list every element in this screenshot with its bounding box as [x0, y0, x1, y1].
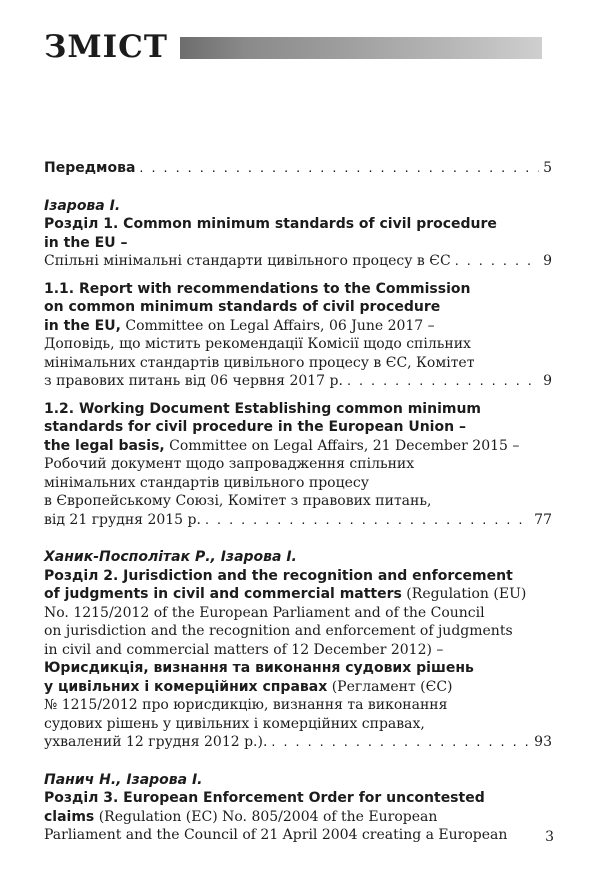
page-number: 3	[545, 829, 554, 845]
spacer	[44, 178, 552, 197]
toc-entry-title[interactable]	[44, 437, 552, 456]
toc-entry-subtitle-part: (Regulation (EU)	[401, 586, 527, 602]
toc-entry-subtitle: від 21 грудня 2015 р.	[44, 511, 201, 528]
toc-entry-foreword[interactable]	[44, 159, 552, 178]
toc-entry-subtitle: Parliament and the Council of 21 April 2004 creating a European	[44, 827, 508, 843]
toc-author: Панич Н., Ізарова І.	[44, 771, 203, 788]
toc-entry-subtitle: мінімальних стандартів цивільного процесу	[44, 474, 369, 491]
toc-entry-title[interactable]	[44, 808, 552, 827]
toc-entry-subtitle-part: (Регламент (ЄС)	[327, 678, 453, 695]
toc-entry-subtitle: Спільні мінімальні стандарти цивільного процесу в ЄС	[44, 253, 451, 269]
toc-entry-subtitle: з правових питань від 06 червня 2017 р.	[44, 373, 343, 389]
toc-entry-title[interactable]: 1.1. Report with recommendations to the Commission	[44, 280, 471, 297]
spacer	[44, 752, 552, 771]
toc-entry-title[interactable]: on common minimum standards of civil procedure	[44, 299, 441, 315]
toc-entry-subtitle: Робочий документ щодо запровадження спільних	[44, 456, 415, 472]
toc-page-number: 9	[543, 253, 552, 269]
toc-entry-subtitle: в Європейському Союзі, Комітет з правових питань,	[44, 493, 432, 509]
toc-entry-subtitle: ухвалений 12 грудня 2012 р.).	[44, 734, 268, 750]
toc-entry-subtitle: No. 1215/2012 of the European Parliament and of the Council	[44, 604, 485, 621]
dot-leader	[455, 252, 539, 271]
spacer	[44, 271, 552, 280]
toc-entry-title[interactable]: standards for civil procedure in the European Union –	[44, 419, 466, 435]
toc-entry-title[interactable]	[44, 678, 552, 697]
dot-leader	[139, 159, 539, 178]
toc-entry-title-part: in the EU,	[44, 317, 121, 334]
toc-page-number: 93	[534, 734, 552, 750]
dot-leader	[205, 511, 530, 530]
toc-page-number: 5	[543, 160, 552, 176]
toc-entry-subtitle-part: (Regulation (EC) No. 805/2004 of the European	[94, 808, 438, 825]
dot-leader	[271, 733, 530, 752]
toc-author: Ханик-Посполітак Р., Ізарова І.	[44, 549, 297, 565]
spacer	[44, 391, 552, 400]
toc-entry-title-part: of judgments in civil and commercial matters	[44, 586, 402, 602]
toc-author: Ізарова І.	[44, 197, 121, 214]
title-decorative-bar	[180, 37, 542, 59]
toc-entry-subtitle-part: Committee on Legal Affairs, 06 June 2017 –	[120, 317, 435, 334]
toc-entry-title[interactable]: Розділ 1. Common minimum standards of civil procedure	[44, 216, 497, 232]
toc-entry-title-part: claims	[44, 808, 95, 825]
toc-entry-title-part: the legal basis,	[44, 437, 165, 454]
toc-entry-title[interactable]: 1.2. Working Document Establishing common minimum	[44, 400, 482, 417]
toc-entry-section1-1[interactable]	[44, 372, 552, 391]
toc-entry-subtitle: in civil and commercial matters of 12 December 2012) –	[44, 641, 444, 658]
toc-entry-subtitle: on jurisdiction and the recognition and enforcement of judgments	[44, 623, 513, 639]
spacer	[44, 529, 552, 548]
toc-entry-section2[interactable]	[44, 733, 552, 752]
toc-entry-title[interactable]	[44, 317, 552, 336]
dot-leader	[347, 372, 539, 391]
toc-entry-subtitle: мінімальних стандартів цивільного процесу в ЄС, Комітет	[44, 354, 475, 371]
toc-entry-section1[interactable]	[44, 252, 552, 271]
toc-entry-subtitle: № 1215/2012 про юрисдикцію, визнання та виконання	[44, 697, 448, 713]
toc-entry-title-part: у цивільних і комерційних справах	[44, 678, 328, 695]
toc-page-number: 77	[534, 511, 552, 528]
table-of-contents	[44, 159, 552, 845]
toc-entry-title[interactable]	[44, 585, 552, 604]
toc-entry-section1-2[interactable]	[44, 511, 552, 530]
toc-entry-subtitle: судових рішень у цивільних і комерційних справах,	[44, 715, 425, 732]
toc-entry-subtitle-part: Committee on Legal Affairs, 21 December 2015 –	[164, 437, 520, 454]
toc-entry-title[interactable]: in the EU –	[44, 234, 128, 251]
toc-entry-title[interactable]: Розділ 2. Jurisdiction and the recognition and enforcement	[44, 567, 513, 584]
toc-entry-label: Передмова	[44, 160, 136, 176]
toc-entry-title[interactable]: Юрисдикція, визнання та виконання судових рішень	[44, 660, 474, 676]
header	[44, 26, 542, 68]
page-title: ЗМІСТ	[44, 29, 168, 65]
toc-entry-title[interactable]: Розділ 3. European Enforcement Order for uncontested	[44, 790, 485, 806]
toc-page-number: 9	[543, 373, 552, 389]
toc-entry-subtitle: Доповідь, що містить рекомендації Комісії щодо спільних	[44, 336, 471, 352]
